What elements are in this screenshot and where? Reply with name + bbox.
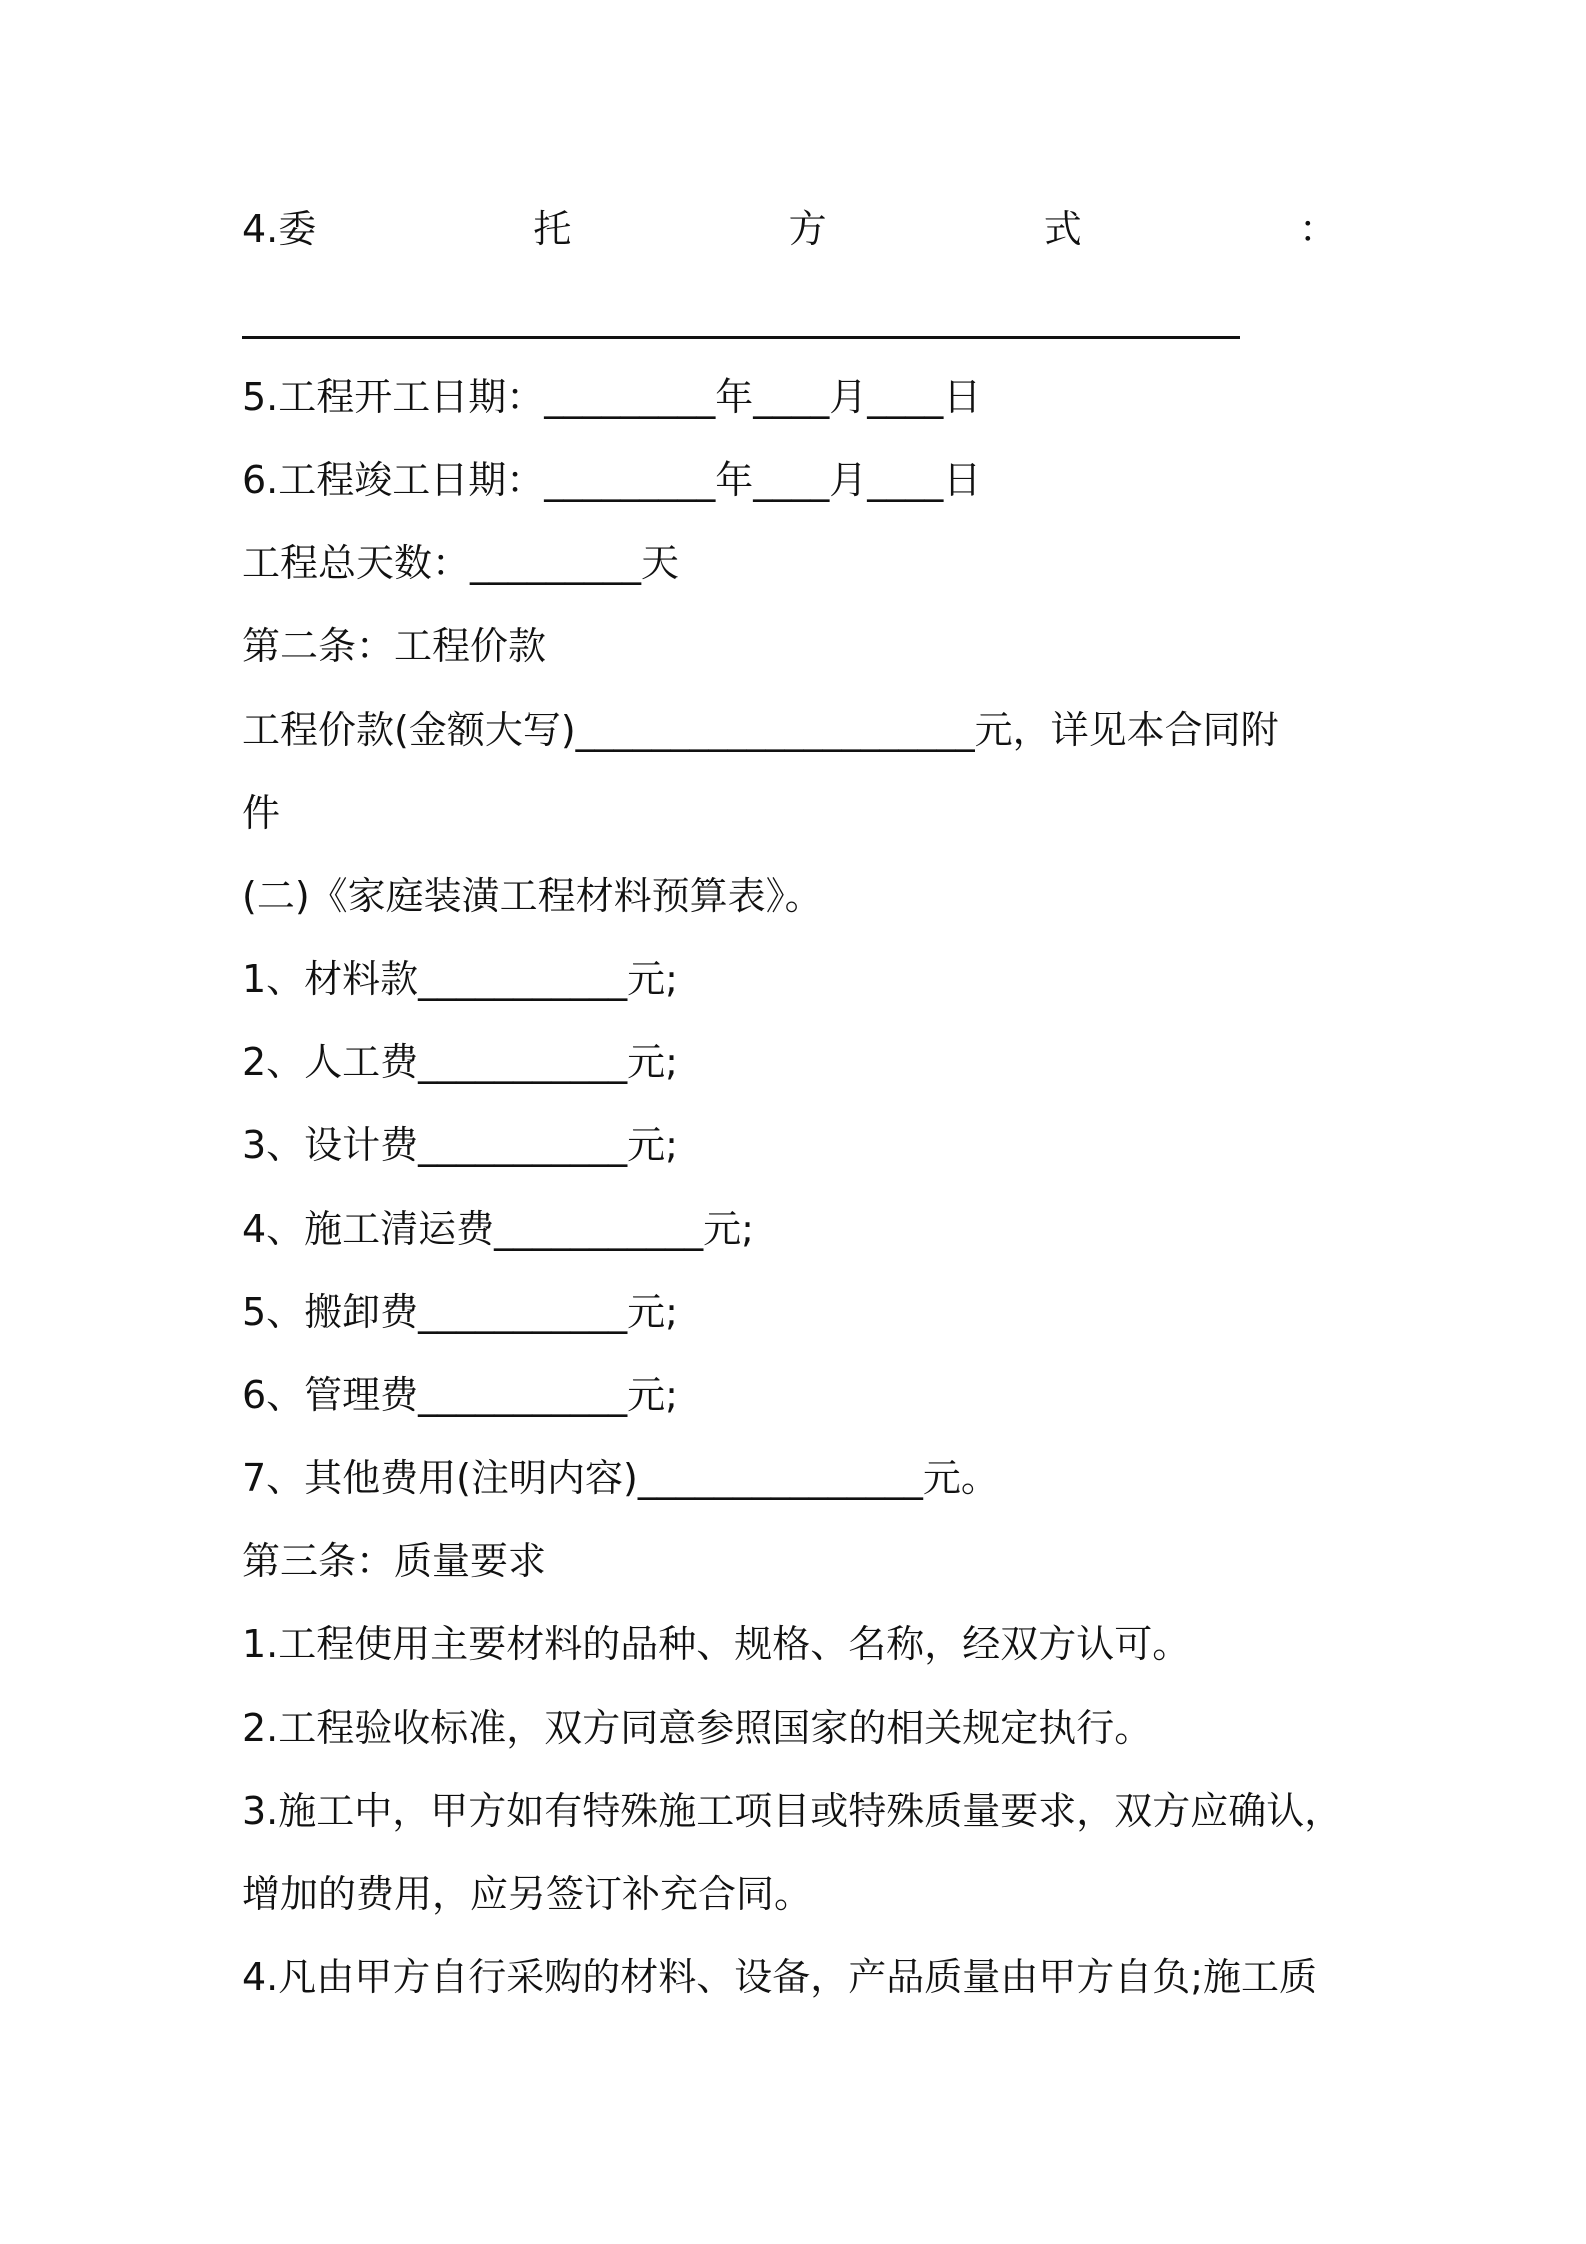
article-two-heading: 第二条：工程价款 xyxy=(242,624,547,668)
item4-blank-underline xyxy=(242,336,1240,339)
item4-char-4: 式 xyxy=(1043,207,1082,251)
quality-item-3-cont: 增加的费用，应另签订补充合同。 xyxy=(242,1872,813,1916)
material-fee-line: 1、材料款___________元; xyxy=(242,957,678,1001)
handling-fee-line: 5、搬卸费___________元; xyxy=(242,1290,678,1334)
item4-char-3: 方 xyxy=(788,207,827,251)
start-date-line: 5.工程开工日期：_________年____月____日 xyxy=(242,375,982,419)
completion-date-line: 6.工程竣工日期：_________年____月____日 xyxy=(242,458,982,502)
other-fee-line: 7、其他费用(注明内容)_______________元。 xyxy=(242,1456,999,1500)
article-three-heading: 第三条：质量要求 xyxy=(242,1539,547,1583)
cleanup-fee-line: 4、施工清运费___________元; xyxy=(242,1207,754,1251)
design-fee-line: 3、设计费___________元; xyxy=(242,1123,678,1167)
quality-item-2: 2.工程验收标准，双方同意参照国家的相关规定执行。 xyxy=(242,1706,1153,1750)
project-price-line: 工程价款(金额大写)_____________________元，详见本合同附 xyxy=(242,708,1279,752)
item4-entrust-method xyxy=(242,204,1337,254)
item4-char-1: 4.委 xyxy=(242,207,317,251)
budget-table-line: (二)《家庭装潢工程材料预算表》。 xyxy=(242,874,823,918)
total-days-line: 工程总天数：_________天 xyxy=(242,541,680,585)
management-fee-line: 6、管理费___________元; xyxy=(242,1373,678,1417)
quality-item-1: 1.工程使用主要材料的品种、规格、名称，经双方认可。 xyxy=(242,1622,1191,1666)
quality-item-4: 4.凡由甲方自行采购的材料、设备，产品质量由甲方自负;施工质 xyxy=(242,1955,1318,1999)
project-price-line-cont: 件 xyxy=(242,791,281,835)
item4-char-5: ： xyxy=(1298,207,1337,251)
quality-item-3: 3.施工中，甲方如有特殊施工项目或特殊质量要求，双方应确认， xyxy=(242,1789,1343,1833)
labor-fee-line: 2、人工费___________元; xyxy=(242,1040,678,1084)
item4-char-2: 托 xyxy=(533,207,572,251)
